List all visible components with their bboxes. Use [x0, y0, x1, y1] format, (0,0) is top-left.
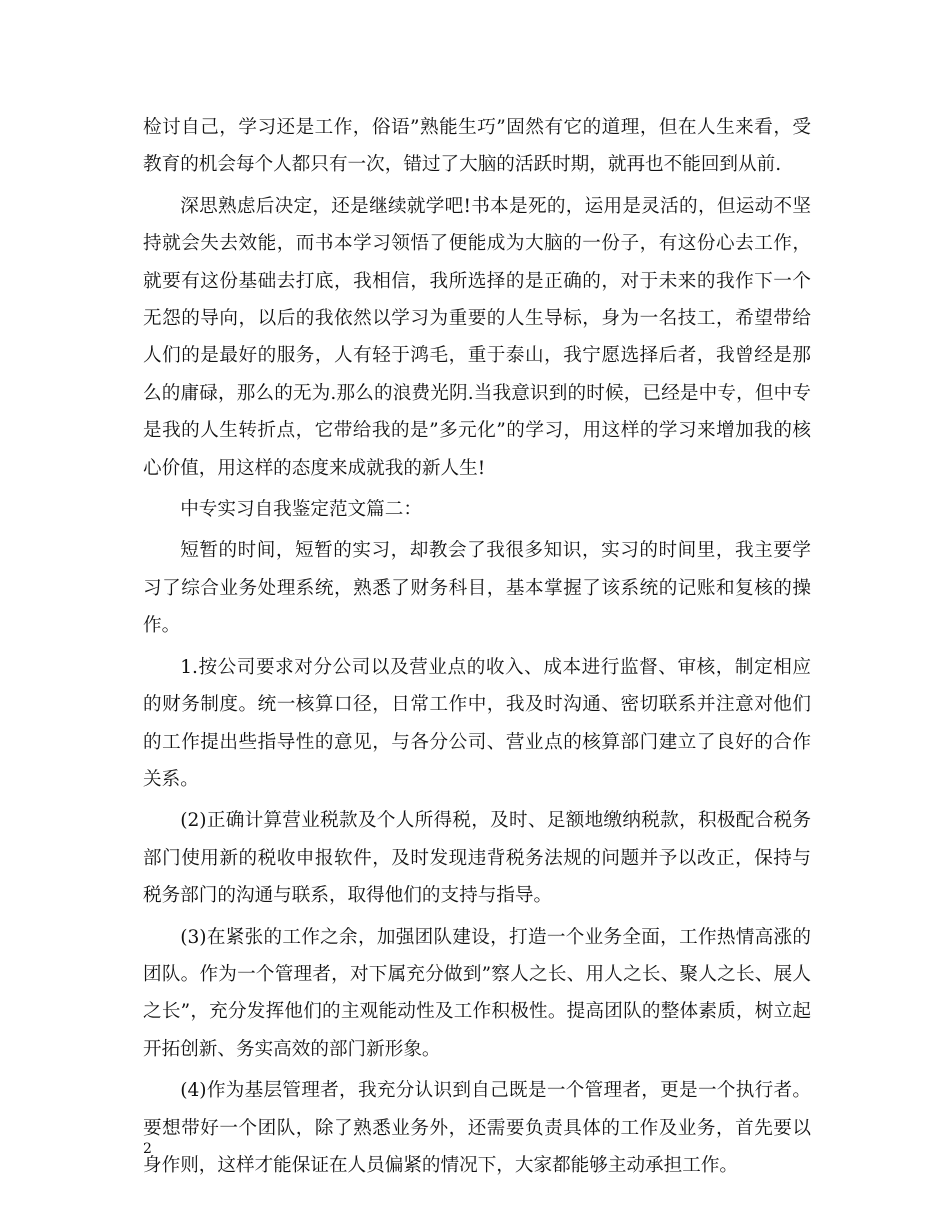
paragraph-3: 短暂的时间，短暂的实习，却教会了我很多知识，实习的时间里，我主要学习了综合业务处理系统，熟悉了财务科目，基本掌握了该系统的记账和复核的操作。	[143, 540, 811, 637]
paragraph-5: (2)正确计算营业税款及个人所得税，及时、足额地缴纳税款，积极配合税务部门使用新的税收申报软件，及时发现违背税务法规的问题并予以改正，保持与税务部门的沟通与联系，取得他们的支持与指导。	[143, 810, 811, 907]
paragraph-6: (3)在紧张的工作之余，加强团队建设，打造一个业务全面，工作热情高涨的团队。作为一个管理者，对下属充分做到”察人之长、用人之长、聚人之长、展人之长”，充分发挥他们的主观能动性及工作积极性。提高团队的整体素质，树立起开拓创新、务实高效的部门新形象。	[143, 926, 811, 1060]
section-heading: 中专实习自我鉴定范文篇二：	[180, 499, 422, 521]
paragraph-2: 深思熟虑后决定，还是继续就学吧!书本是死的，运用是灵活的，但运动不坚持就会失去效能，而书本学习领悟了便能成为大脑的一份子，有这份心去工作，就要有这份基础去打底，我相信，我所选择的是正确的，对于未来的我作下一个无怨的导向，以后的我依然以学习为重要的人生导标，身为一名技工，希望带给人们的是最好的服务，人有轻于鸿毛，重于泰山，我宁愿选择后者，我曾经是那么的庸碌，那么的无为.那么的浪费光阴.当我意识到的时候，已经是中专，但中专是我的人生转折点，它带给我的是”多元化”的学习，用这样的学习来增加我的核心价值，用这样的态度来成就我的新人生!	[143, 195, 811, 479]
paragraph-4: 1.按公司要求对分公司以及营业点的收入、成本进行监督、审核，制定相应的财务制度。统一核算口径，日常工作中，我及时沟通、密切联系并注意对他们的工作提出些指导性的意见，与各分公司、营业点的核算部门建立了良好的合作关系。	[143, 656, 811, 790]
paragraph-1: 检讨自己，学习还是工作，俗语”熟能生巧”固然有它的道理，但在人生来看，受教育的机会每个人都只有一次，错过了大脑的活跃时期，就再也不能回到从前.	[143, 117, 811, 176]
page-number: 2	[143, 1141, 152, 1157]
paragraph-7: (4)作为基层管理者，我充分认识到自己既是一个管理者，更是一个执行者。要想带好一个团队，除了熟悉业务外，还需要负责具体的工作及业务，首先要以身作则，这样才能保证在人员偏紧的情况下，大家都能够主动承担工作。	[143, 1080, 811, 1176]
body-text	[143, 109, 811, 1188]
